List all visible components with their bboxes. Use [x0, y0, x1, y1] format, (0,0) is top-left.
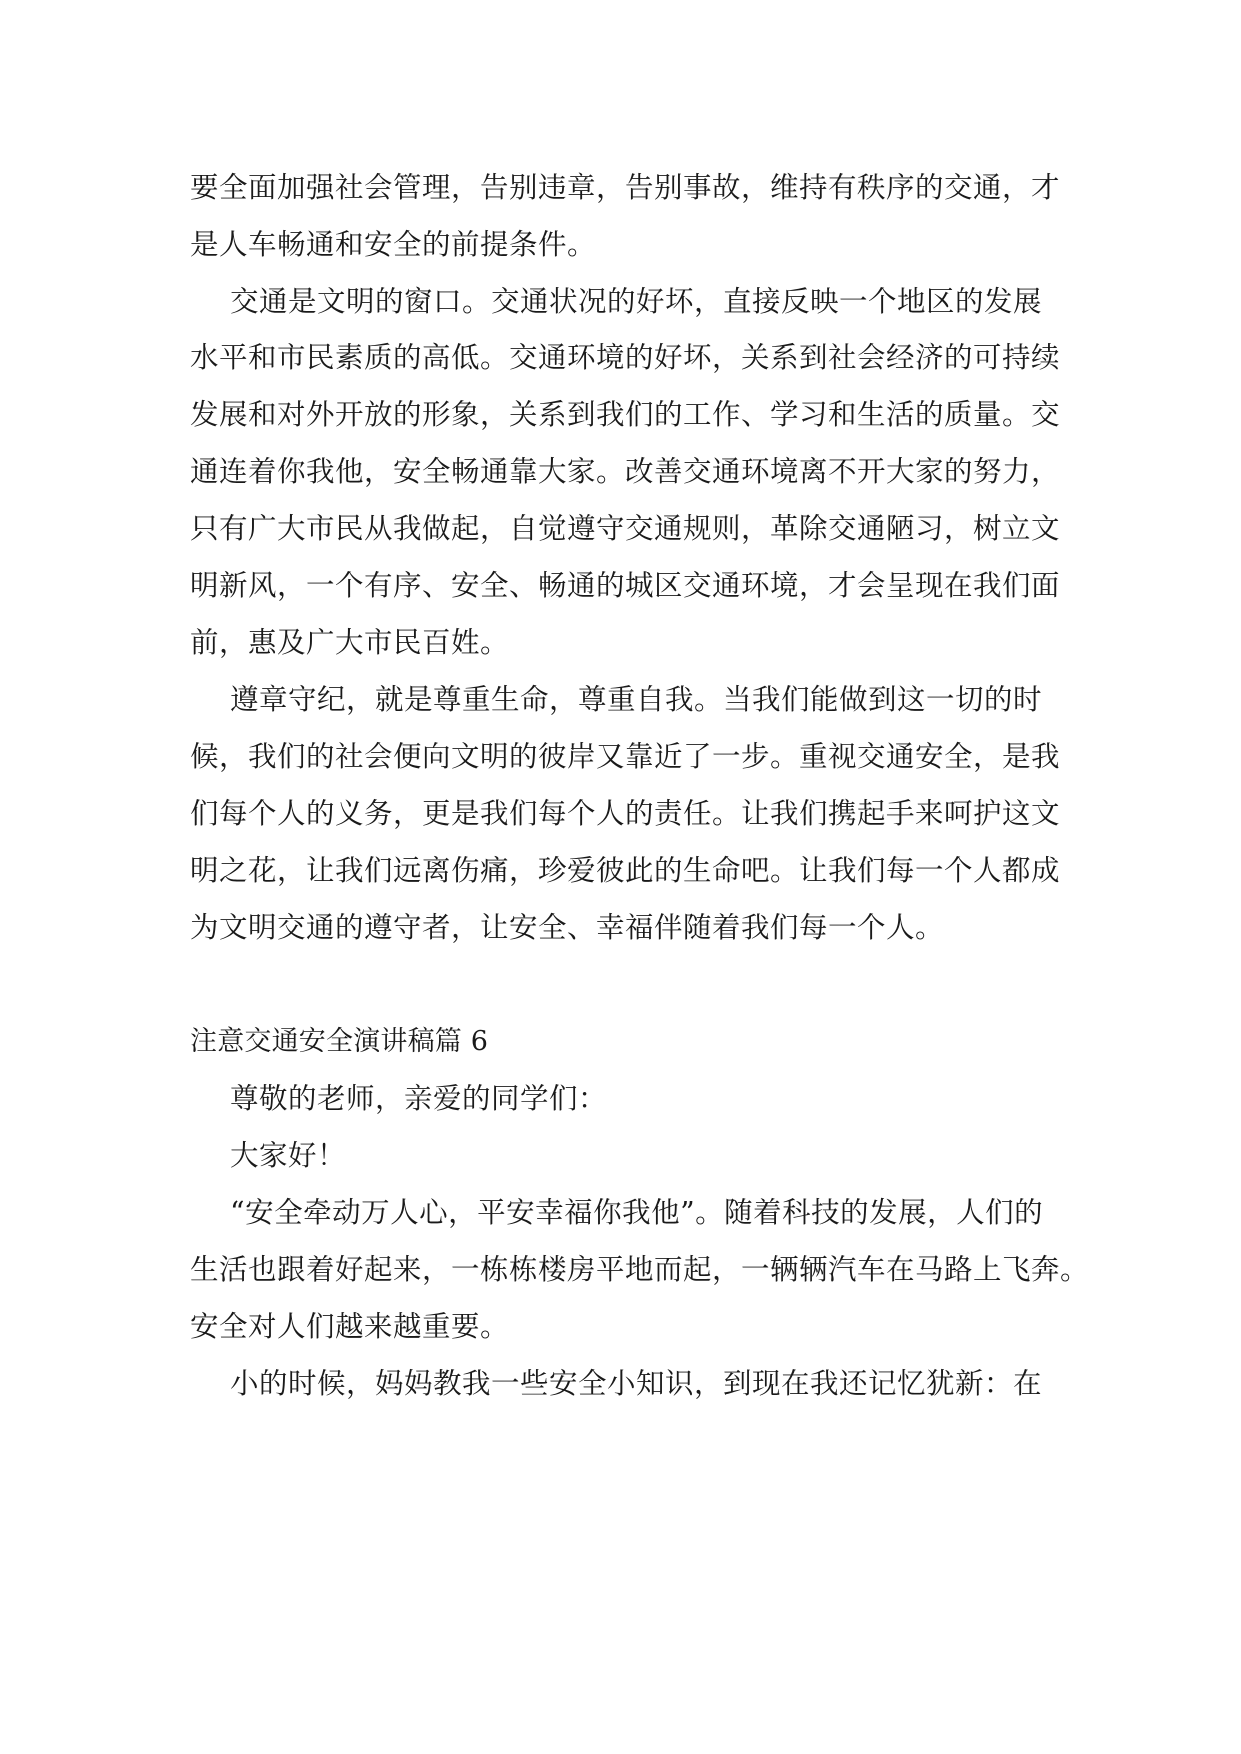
paragraph-5-line-1: 小的时候，妈妈教我一些安全小知识，到现在我还记忆犹新：在	[230, 1367, 1043, 1400]
paragraph-3-line-5: 为文明交通的遵守者，让安全、幸福伴随着我们每一个人。	[190, 911, 945, 944]
paragraph-2-line-3: 发展和对外开放的形象，关系到我们的工作、学习和生活的质量。交	[190, 398, 1061, 431]
paragraph-3-line-3: 们每个人的义务，更是我们每个人的责任。让我们携起手来呵护这文	[190, 797, 1061, 830]
paragraph-4-line-1: “安全牵动万人心，平安幸福你我他”。随着科技的发展，人们的	[230, 1196, 1044, 1229]
hello-line: 大家好！	[230, 1139, 347, 1172]
paragraph-1-line-1: 要全面加强社会管理，告别违章，告别事故，维持有秩序的交通，才	[190, 171, 1061, 204]
paragraph-4-line-2: 生活也跟着好起来，一栋栋楼房平地而起，一辆辆汽车在马路上飞奔。	[190, 1253, 1090, 1286]
paragraph-3-line-1: 遵章守纪，就是尊重生命，尊重自我。当我们能做到这一切的时	[230, 683, 1043, 716]
paragraph-2-line-5: 只有广大市民从我做起，自觉遵守交通规则，革除交通陋习，树立文	[190, 512, 1061, 545]
section-heading: 注意交通安全演讲稿篇 6	[190, 1026, 489, 1057]
paragraph-4-line-3: 安全对人们越来越重要。	[190, 1310, 510, 1343]
paragraph-2-line-4: 通连着你我他，安全畅通靠大家。改善交通环境离不开大家的努力，	[190, 455, 1061, 488]
paragraph-2-line-2: 水平和市民素质的高低。交通环境的好坏，关系到社会经济的可持续	[190, 341, 1061, 374]
paragraph-3-line-2: 候，我们的社会便向文明的彼岸又靠近了一步。重视交通安全，是我	[190, 740, 1061, 773]
paragraph-3-line-4: 明之花，让我们远离伤痛，珍爱彼此的生命吧。让我们每一个人都成	[190, 854, 1061, 887]
paragraph-2-line-7: 前，惠及广大市民百姓。	[190, 626, 510, 659]
paragraph-1-line-2: 是人车畅通和安全的前提条件。	[190, 228, 597, 261]
paragraph-2-line-1: 交通是文明的窗口。交通状况的好坏，直接反映一个地区的发展	[230, 285, 1043, 318]
greeting-line: 尊敬的老师，亲爱的同学们：	[230, 1082, 608, 1115]
paragraph-2-line-6: 明新风，一个有序、安全、畅通的城区交通环境，才会呈现在我们面	[190, 569, 1061, 602]
document-page	[190, 0, 1090, 1754]
